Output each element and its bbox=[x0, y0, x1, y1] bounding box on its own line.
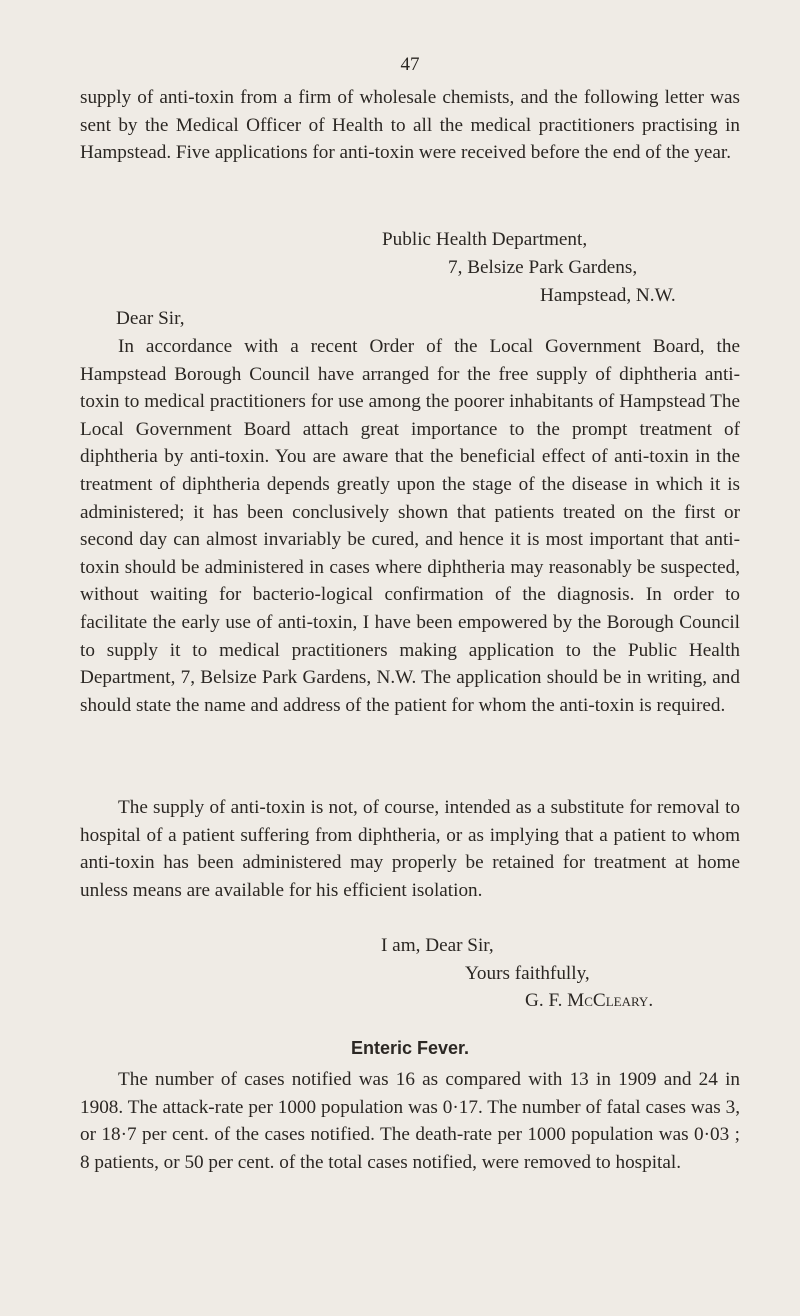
section-heading: Enteric Fever. bbox=[350, 1038, 470, 1058]
letter-address-line-1: Public Health Department, bbox=[382, 229, 588, 250]
section-paragraph: The number of cases notified was 16 as compared with 13 in 1909 and 24 in 1908. The attack-rate per 1000 population was 0·17. The number of fatal cases was 3, or 18·7 per cent. of the cases notified. The death-rate per 1000 population was 0·03 ; 8 patients, or 50 per cent. of the total cases notified, were removed to hospital. bbox=[80, 1069, 740, 1173]
intro-paragraph: supply of anti-toxin from a firm of wholesale chemists, and the following letter was sent by the Medical Officer of Health to all the medical practitioners practising in Hampstead. Five applications for anti-toxin were received before the end of the year. bbox=[80, 87, 740, 164]
letter-closing-line-2: Yours faithfully, bbox=[465, 963, 590, 984]
letter-salutation: Dear Sir, bbox=[116, 308, 185, 329]
letter-body-paragraph-1: In accordance with a recent Order of the Local Government Board, the Hampstead Borough Council have arranged for the free supply of diphtheria anti-toxin to medical practitioners for use among the poorer inhabitants of Hampstead The Local Government Board attach great importance to the prompt treatment of diphtheria by anti-toxin. You are aware that the beneficial effect of anti-toxin in the treatment of diphtheria depends greatly upon the stage of the disease in which it is administered; it has been conclusively shown that patients treated on the first or second day can almost invariably be cured, and hence it is most important that anti-toxin should be administered in cases where diphtheria may reasonably be suspected, without waiting for bacterio-logical confirmation of the diagnosis. In order to facilitate the early use of anti-toxin, I have been empowered by the Borough Council to supply it to medical practitioners making application to the Public Health Department, 7, Belsize Park Gardens, N.W. The application should be in writing, and should state the name and address of the patient for whom the anti-toxin is required. bbox=[80, 336, 740, 716]
letter-signature: G. F. McCleary. bbox=[525, 990, 654, 1011]
page-number: 47 bbox=[400, 54, 420, 75]
letter-address-line-3: Hampstead, N.W. bbox=[540, 285, 676, 306]
letter-body-paragraph-2: The supply of anti-toxin is not, of course, intended as a substitute for removal to hospital of a patient suffering from diphtheria, or as implying that a patient to whom anti-toxin has been administered may properly be retained for treatment at home unless means are available for his efficient isolation. bbox=[80, 797, 740, 901]
letter-closing-line-1: I am, Dear Sir, bbox=[381, 935, 494, 956]
letter-address-line-2: 7, Belsize Park Gardens, bbox=[448, 257, 638, 278]
